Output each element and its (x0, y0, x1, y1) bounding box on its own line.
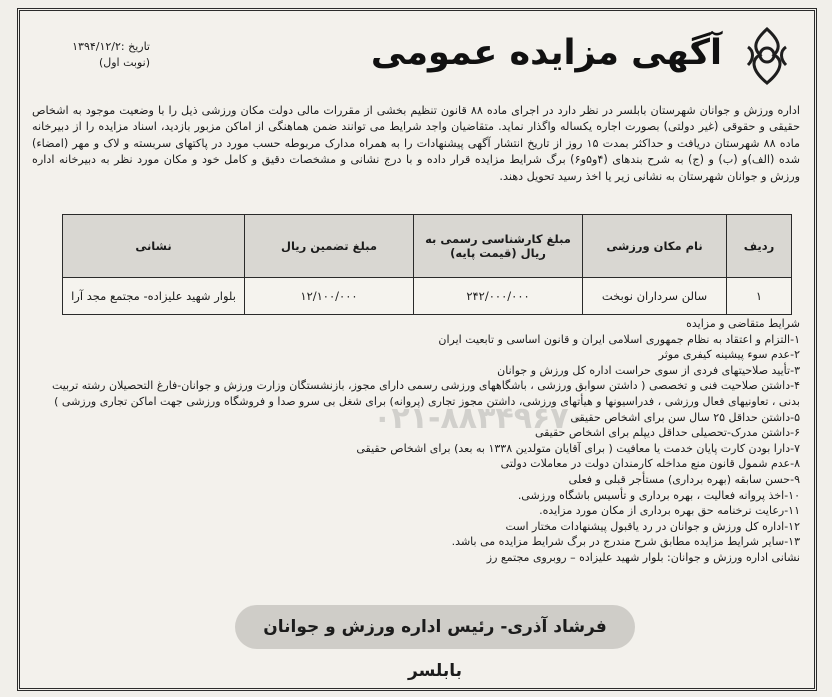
header-address: نشانی (63, 215, 245, 278)
condition-item: ۷-دارا بودن کارت پایان خدمت یا معافیت ( برای آقایان متولدین ۱۳۳۸ به بعد) برای اشخاص حقیقی (356, 441, 800, 455)
condition-item: ۱۱-رعایت نرخنامه حق بهره برداری از مکان مورد مزایده. (539, 504, 800, 518)
condition-item: ۹-حسن سابقه (بهره برداری) مستأجر قبلی و فعلی (568, 472, 800, 486)
condition-item: ۱-التزام و اعتقاد به نظام جمهوری اسلامی ایران و قانون اساسی و تابعیت ایران (438, 332, 800, 346)
condition-item: ۱۰-اخذ پروانه فعالیت ، بهره برداری و تأسیس باشگاه ورزشی. (517, 488, 800, 502)
issue-round: (نوبت اول) (98, 56, 150, 69)
cell-base-price: ۲۴۲/۰۰۰/۰۰۰ (414, 278, 583, 315)
watermark: ۰۲۱-۸۸۳۴۹۶۷۰ (373, 401, 587, 436)
header-base-price: مبلغ کارشناسی رسمی به ریال (قیمت پایه) (414, 215, 583, 278)
condition-item: ۳-تأیید صلاحیتهای فردی از سوی حراست اداره کل ورزش و جوانان (497, 363, 800, 377)
signature-banner: فرشاد آذری- رئیس اداره ورزش و جوانان بابلسر (235, 605, 635, 649)
auction-table (62, 214, 792, 315)
condition-item: ۱۲-اداره کل ورزش و جوانان در رد یاقبول پیشنهادات مختار است (505, 519, 800, 533)
table-row (63, 278, 792, 315)
issue-date: تاریخ :۱۳۹۴/۱۲/۲ (72, 40, 150, 53)
table-header-row (63, 215, 792, 278)
header-venue: نام مکان ورزشی (583, 215, 727, 278)
cell-guarantee: ۱۲/۱۰۰/۰۰۰ (245, 278, 414, 315)
cell-row-number: ۱ (727, 278, 792, 315)
office-address: نشانی اداره ورزش و جوانان: بلوار شهید علیزاده – روبروی مجتمع رز (486, 550, 800, 564)
condition-item: ۵-داشتن حداقل ۲۵ سال سن برای اشخاص حقیقی (570, 410, 800, 424)
condition-item: ۸-عدم شمول قانون منع مداخله کارمندان دولت در معاملات دولتی (500, 457, 800, 471)
conditions-section (32, 316, 800, 566)
condition-item: ۲-عدم سوء پیشینه کیفری موثر (658, 348, 800, 362)
emblem-icon (738, 25, 796, 87)
condition-item: ۶-داشتن مدرک-تحصیلی حداقل دیپلم برای اشخاص حقیقی (534, 426, 800, 440)
header-row-number: ردیف (727, 215, 792, 278)
intro-paragraph: اداره ورزش و جوانان شهرستان بابلسر در نظر دارد در اجرای ماده ۸۸ قانون تنظیم بخشی از مقررات مالی دولت مکان ورزشی ذیل را با وضعیت موجود به اشخاص حقیقی و حقوقی (غیر دولتی) بصورت اجاره یکساله واگذار نماید. متقاضیان واجد شرایط می توانند ضمن هماهنگی از اماکن مزبور بازدید، اسناد مزایده را از دبیرخانه ماده ۸۸ شهرستان دریافت و حداکثر بمدت ۱۵ روز از تاریخ انتشار آگهی پیشنهادات را به همراه مدارک مربوطه حسب مورد در پاکتهای سربسته و لاک و مهر (امضاء) شده (الف)و (ب) و (ج) به شرح بندهای (۴و۵و۶) برگ شرایط مزایده قرار داده و با درج نشانی و مشخصات دقیق و کامل خود و مکان مورد نظر به دبیرخانه اداره ورزش و جوانان شهرستان به نشانی زیر یا اخذ رسید تحویل دهند. (32, 104, 800, 183)
notice-frame (17, 8, 817, 691)
condition-item: ۴-داشتن صلاحیت فنی و تخصصی ( داشتن سوابق ورزشی ، باشگاههای ورزشی رسمی دارای مجوز، بازنشستگان وزارت ورزش و جوانان-فارغ التحصیلان رشته تربیت بدنی ، تعاونیهای فعال ورزشی ، فدراسیونها و هیأتهای ورزشی، داشتن مجوز تجاری (پروانه) برای شغل بی سرو صدا و فروشگاه ورزشی جهت اماکن تجاری ورزشی ) (51, 379, 800, 408)
date-box (30, 39, 150, 71)
condition-item: ۱۳-سایر شرایط مزایده مطابق شرح مندرج در برگ شرایط مزایده می باشد. (451, 535, 800, 549)
cell-venue: سالن سرداران نوبخت (583, 278, 727, 315)
page-title: آگهی مزایده عمومی (370, 33, 722, 73)
header-guarantee: مبلغ تضمین ریال (245, 215, 414, 278)
conditions-title: شرایط متقاضی و مزایده (686, 317, 800, 330)
cell-address: بلوار شهید علیزاده- مجتمع مجد آرا (63, 278, 245, 315)
